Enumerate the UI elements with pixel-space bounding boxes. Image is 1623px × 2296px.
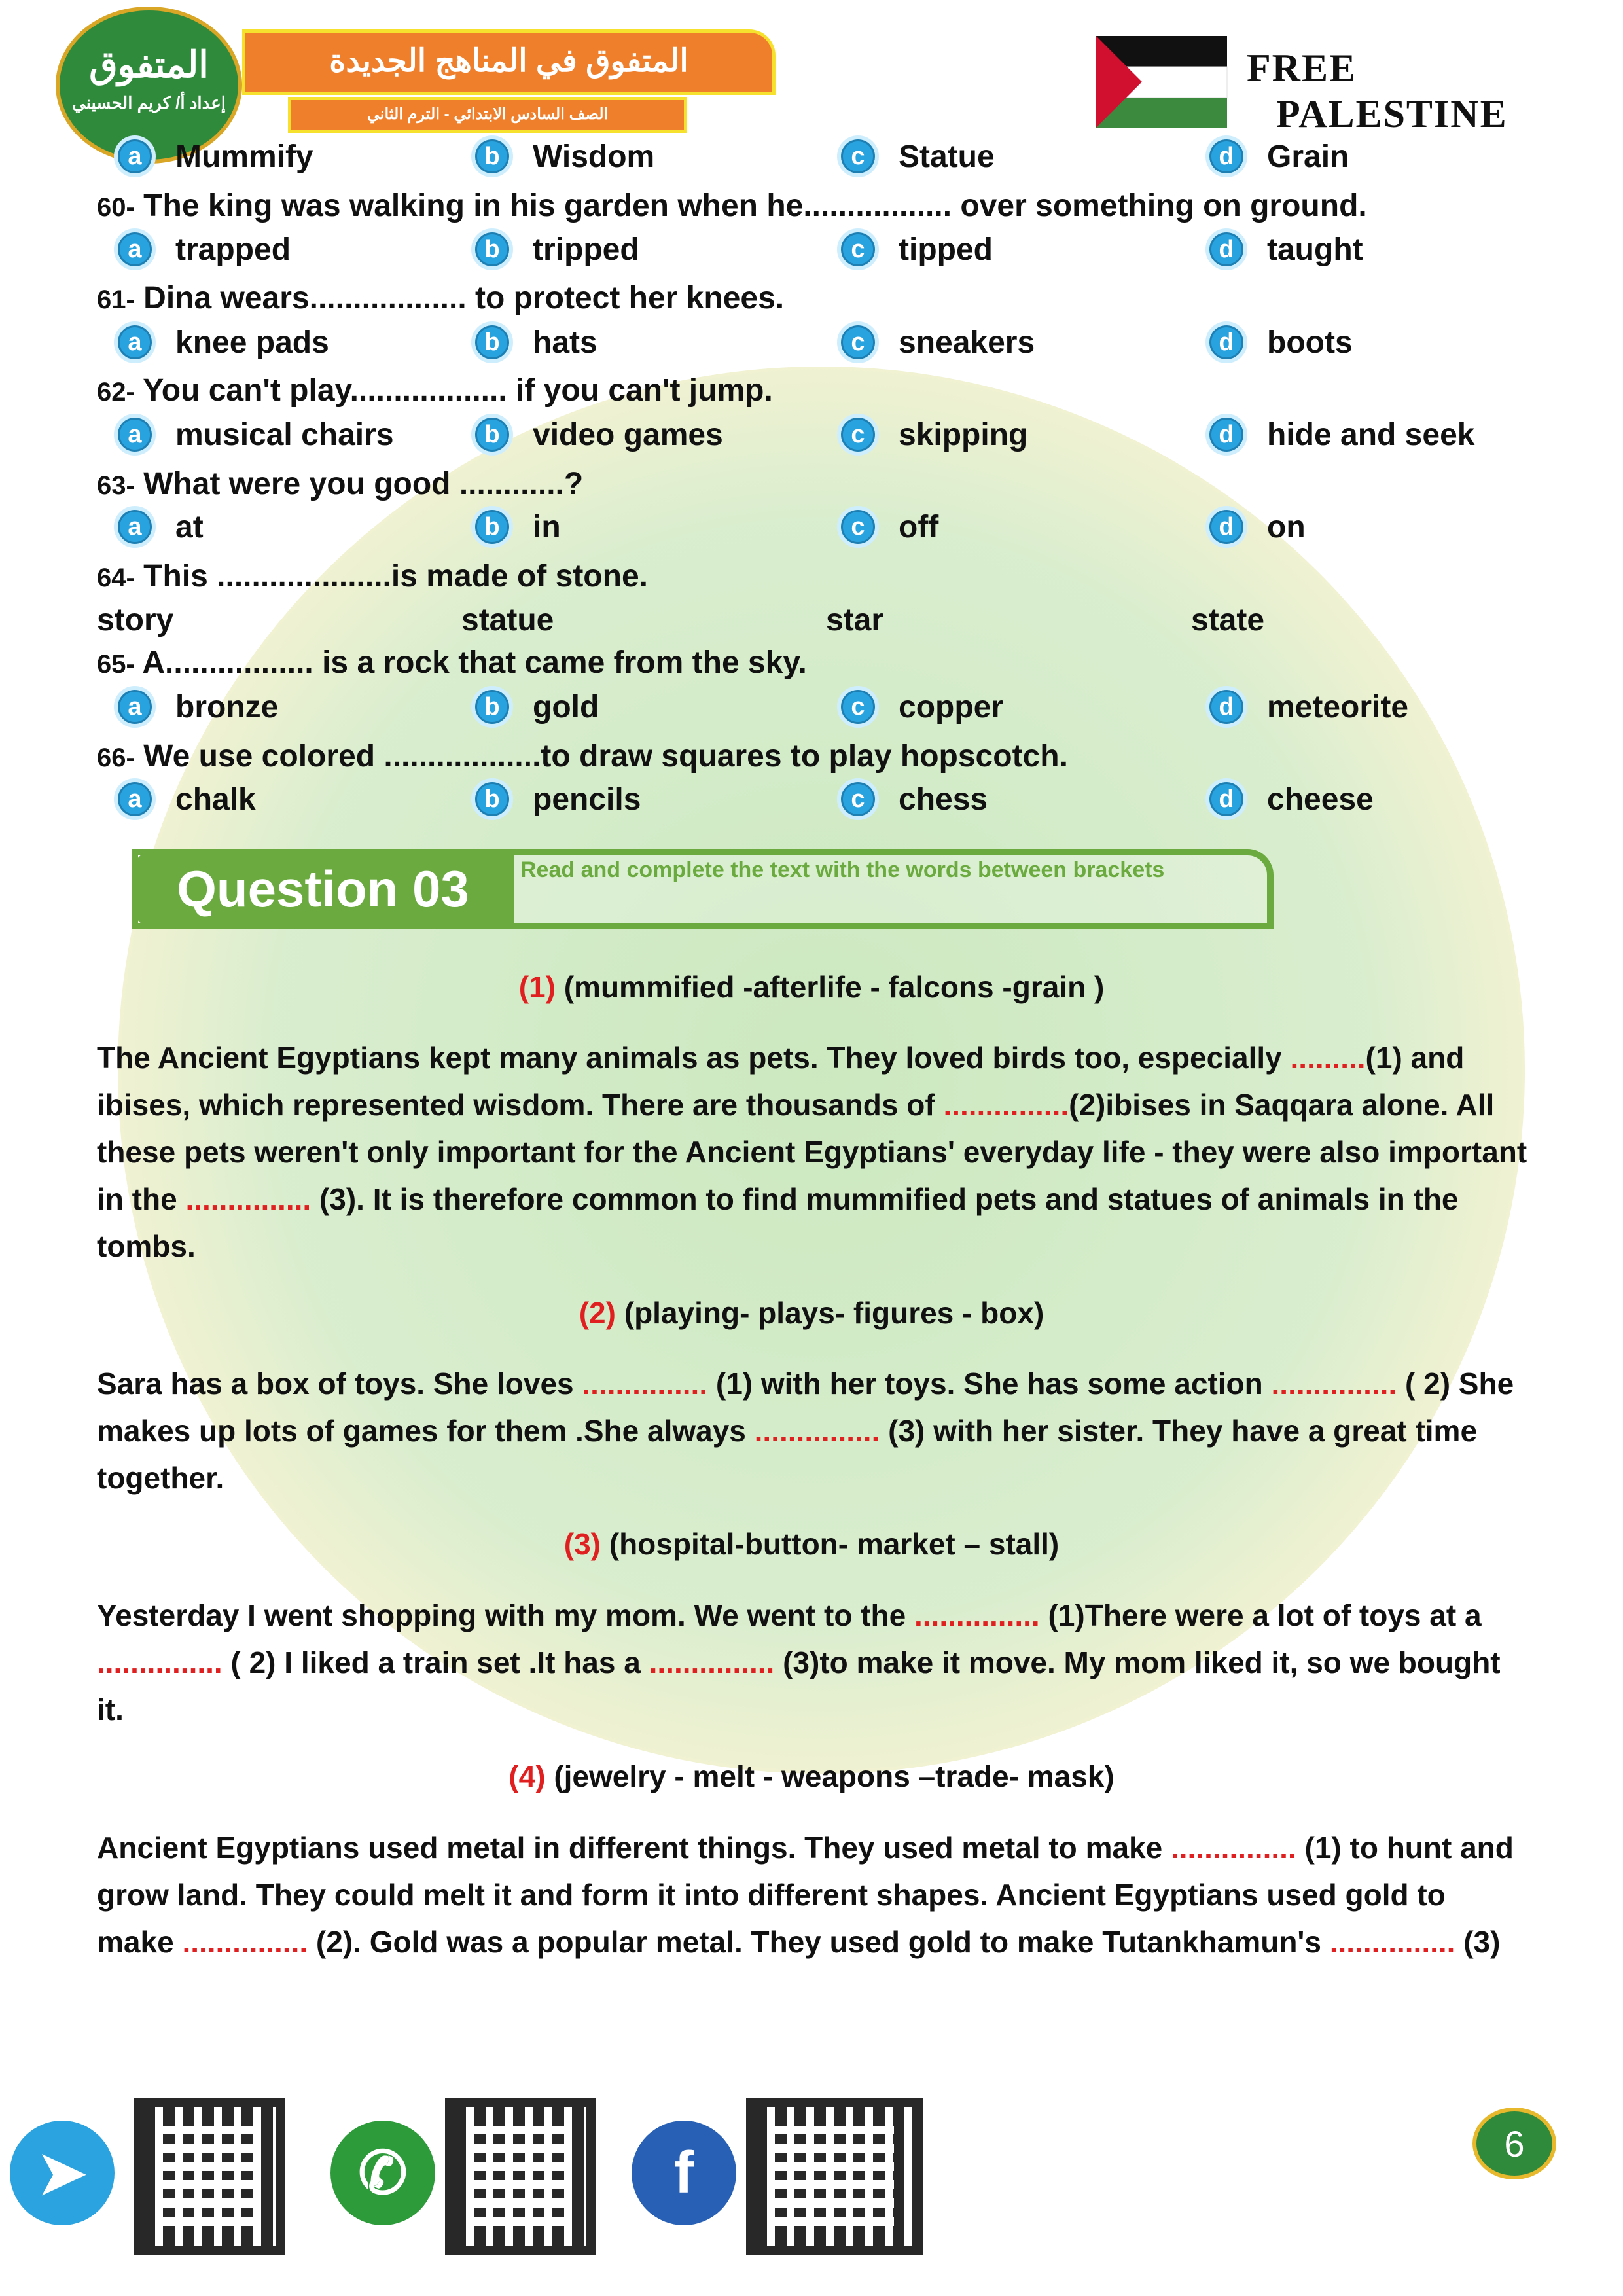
passage-number: (1): [518, 970, 556, 1004]
question-64: [97, 558, 648, 594]
passage-text: [97, 1034, 1530, 1270]
option-d[interactable]: [1205, 135, 1349, 177]
option-d[interactable]: [1205, 778, 1374, 820]
option-c[interactable]: [837, 228, 993, 270]
option-text: meteorite: [1267, 689, 1409, 725]
question-number: 60-: [97, 193, 135, 222]
choice-letter-icon: c: [837, 135, 879, 177]
blank[interactable]: ...............: [182, 1925, 308, 1959]
palestine-flag-icon: [1090, 29, 1234, 134]
option-c[interactable]: [837, 778, 988, 820]
question-number: 66-: [97, 744, 135, 772]
choice-letter-icon: b: [471, 228, 513, 270]
qr-code-whatsapp: [445, 2098, 596, 2255]
option-text: Wisdom: [533, 139, 655, 174]
choice-letter-icon: b: [471, 506, 513, 548]
option-b[interactable]: [471, 686, 599, 728]
option-text: chalk: [175, 781, 256, 817]
choice-letter-icon: a: [114, 135, 156, 177]
question-number: 64-: [97, 564, 135, 592]
choice-letter-icon: a: [114, 321, 156, 363]
passage-segment: (3)to make it move. My mom liked it, so we bought it.: [97, 1645, 1501, 1727]
choice-letter-icon: b: [471, 778, 513, 820]
choice-letter-icon: a: [114, 228, 156, 270]
option-a[interactable]: [114, 135, 313, 177]
blank[interactable]: ...............: [914, 1598, 1040, 1632]
passage-segment: (1) to hunt and grow land. They could melt it and form it into different shapes. Ancient Egyptians used gold to make: [97, 1831, 1514, 1959]
option-text: tipped: [899, 232, 993, 267]
question-text: The king was walking in his garden when he................. over something on ground.: [143, 188, 1367, 223]
option-a[interactable]: [114, 414, 394, 456]
passage-number: (2): [579, 1296, 616, 1330]
option-text: Statue: [899, 139, 995, 174]
option-plain[interactable]: story: [97, 603, 174, 637]
option-text: skipping: [899, 417, 1028, 452]
qr-code-facebook: [746, 2098, 923, 2255]
question-number: 62-: [97, 378, 135, 406]
page-number: 6: [1472, 2108, 1556, 2179]
blank[interactable]: ...............: [649, 1645, 775, 1679]
passage-word-bank: [0, 1759, 1623, 1794]
telegram-icon[interactable]: ➤: [10, 2121, 115, 2225]
logo-author: إعداد أ/ كريم الحسيني: [71, 93, 226, 113]
option-d[interactable]: [1205, 414, 1474, 456]
passage-number: (3): [563, 1527, 601, 1561]
passage-text: [97, 1824, 1530, 1965]
free-text: FREE: [1247, 46, 1357, 90]
passage-segment: (3). It is therefore common to find mummified pets and statues of animals in the tombs.: [97, 1182, 1459, 1263]
choice-letter-icon: d: [1205, 321, 1247, 363]
choice-letter-icon: b: [471, 686, 513, 728]
passage-segment: ( 2) She makes up lots of games for them .She always: [97, 1367, 1514, 1448]
passage-segment: (3) with her sister. They have a great time together.: [97, 1414, 1478, 1495]
option-c[interactable]: [837, 414, 1027, 456]
passage-segment: The Ancient Egyptians kept many animals as pets. They loved birds too, especially: [97, 1041, 1291, 1075]
question-60: [97, 188, 1367, 224]
choice-letter-icon: d: [1205, 228, 1247, 270]
option-text: sneakers: [899, 325, 1035, 360]
question-63: [97, 466, 583, 502]
question-text: This ....................is made of stone.: [143, 559, 648, 594]
option-text: on: [1267, 509, 1306, 545]
passage-text: [97, 1360, 1530, 1501]
option-b[interactable]: [471, 321, 597, 363]
passage-segment: (2). Gold was a popular metal. They used gold to make Tutankhamun's: [308, 1925, 1330, 1959]
word-bank: (playing- plays- figures - box): [624, 1296, 1044, 1330]
option-text: tripped: [533, 232, 639, 267]
logo-text: المتفوق: [89, 44, 209, 85]
choice-letter-icon: c: [837, 414, 879, 456]
blank[interactable]: ...............: [1329, 1925, 1455, 1959]
passage-segment: Yesterday I went shopping with my mom. We went to the: [97, 1598, 914, 1632]
blank[interactable]: ...............: [97, 1645, 223, 1679]
option-b[interactable]: [471, 778, 641, 820]
question-text: A................. is a rock that came from the sky.: [142, 645, 807, 680]
choice-letter-icon: b: [471, 414, 513, 456]
blank[interactable]: ...............: [1171, 1831, 1296, 1865]
passage-segment: Sara has a box of toys. She loves: [97, 1367, 582, 1401]
option-text: Grain: [1267, 139, 1349, 174]
option-b[interactable]: [471, 506, 561, 548]
blank[interactable]: ...............: [582, 1367, 708, 1401]
option-d[interactable]: [1205, 321, 1353, 363]
passage-word-bank: [0, 969, 1623, 1005]
passage-number: (4): [508, 1759, 546, 1793]
option-text: hide and seek: [1267, 417, 1475, 452]
option-plain[interactable]: star: [826, 603, 884, 637]
choice-letter-icon: c: [837, 686, 879, 728]
option-text: chess: [899, 781, 988, 817]
option-text: bronze: [175, 689, 279, 725]
option-text: in: [533, 509, 561, 545]
passage-segment: ( 2) I liked a train set .It has a: [222, 1645, 649, 1679]
option-a[interactable]: [114, 321, 329, 363]
option-d[interactable]: [1205, 686, 1408, 728]
word-bank: (hospital-button- market – stall): [609, 1527, 1060, 1561]
choice-letter-icon: c: [837, 321, 879, 363]
word-bank: (mummified -afterlife - falcons -grain ): [563, 970, 1105, 1004]
option-d[interactable]: [1205, 228, 1363, 270]
facebook-icon[interactable]: f: [632, 2121, 736, 2225]
header-subtitle: الصف السادس الابتدائي - الترم الثاني: [288, 97, 687, 133]
option-text: off: [899, 509, 939, 545]
choice-letter-icon: d: [1205, 506, 1247, 548]
blank[interactable]: ...............: [943, 1088, 1069, 1122]
option-c[interactable]: [837, 506, 938, 548]
question-text: What were you good ............?: [143, 467, 584, 501]
passage-segment: (3): [1455, 1925, 1501, 1959]
question-text: Dina wears.................. to protect her knees.: [143, 281, 785, 315]
passage-text: [97, 1592, 1530, 1733]
choice-letter-icon: a: [114, 414, 156, 456]
passage-segment: (2)ibises in Saqqara alone. All these pets weren't only important for the Ancient Egyptians' everyday life - they were also important in the: [97, 1088, 1527, 1216]
question-text: You can't play.................. if you can't jump.: [143, 373, 773, 408]
option-text: taught: [1267, 232, 1363, 267]
question-label: Question 03: [132, 849, 514, 929]
question-number: 65-: [97, 650, 135, 679]
choice-letter-icon: c: [837, 506, 879, 548]
question-text: We use colored ..................to draw squares to play hopscotch.: [143, 739, 1068, 774]
passage-segment: (1) with her toys. She has some action: [707, 1367, 1272, 1401]
question-instruction: Read and complete the text with the words between brackets: [520, 857, 1165, 882]
option-a[interactable]: [114, 686, 278, 728]
option-text: video games: [533, 417, 723, 452]
option-text: gold: [533, 689, 599, 725]
option-text: boots: [1267, 325, 1353, 360]
word-bank: (jewelry - melt - weapons –trade- mask): [554, 1759, 1115, 1793]
option-c[interactable]: [837, 686, 1003, 728]
option-a[interactable]: [114, 506, 204, 548]
option-a[interactable]: [114, 228, 291, 270]
option-plain[interactable]: statue: [461, 603, 554, 637]
option-c[interactable]: [837, 135, 995, 177]
option-d[interactable]: [1205, 506, 1306, 548]
option-b[interactable]: [471, 414, 723, 456]
passage-word-bank: [0, 1526, 1623, 1562]
passage-word-bank: [0, 1295, 1623, 1331]
blank[interactable]: .........: [1290, 1041, 1366, 1075]
question-number: 63-: [97, 471, 135, 500]
choice-letter-icon: c: [837, 778, 879, 820]
option-text: hats: [533, 325, 597, 360]
blank[interactable]: ...............: [1271, 1367, 1397, 1401]
option-text: copper: [899, 689, 1004, 725]
choice-letter-icon: d: [1205, 135, 1247, 177]
choice-letter-icon: d: [1205, 778, 1247, 820]
palestine-text: PALESTINE: [1276, 92, 1508, 135]
passage-segment: (1) and ibises, which represented wisdom. There are thousands of: [97, 1041, 1465, 1122]
option-a[interactable]: [114, 778, 256, 820]
question-65: [97, 645, 807, 681]
whatsapp-icon[interactable]: ✆: [330, 2121, 435, 2225]
question-66: [97, 738, 1068, 774]
option-plain[interactable]: state: [1191, 603, 1265, 637]
option-b[interactable]: [471, 228, 639, 270]
question-number: 61-: [97, 285, 135, 314]
option-text: cheese: [1267, 781, 1374, 817]
choice-letter-icon: d: [1205, 414, 1247, 456]
option-text: pencils: [533, 781, 641, 817]
question-62: [97, 372, 773, 408]
choice-letter-icon: a: [114, 778, 156, 820]
option-b[interactable]: [471, 135, 654, 177]
option-text: knee pads: [175, 325, 329, 360]
option-c[interactable]: [837, 321, 1035, 363]
choice-letter-icon: c: [837, 228, 879, 270]
blank[interactable]: ...............: [185, 1182, 312, 1216]
choice-letter-icon: a: [114, 506, 156, 548]
option-text: Mummify: [175, 139, 313, 174]
option-text: trapped: [175, 232, 291, 267]
choice-letter-icon: b: [471, 135, 513, 177]
option-text: at: [175, 509, 204, 545]
choice-letter-icon: d: [1205, 686, 1247, 728]
qr-code-telegram: [134, 2098, 285, 2255]
option-text: musical chairs: [175, 417, 394, 452]
question-61: [97, 280, 784, 316]
choice-letter-icon: a: [114, 686, 156, 728]
passage-segment: Ancient Egyptians used metal in different things. They used metal to make: [97, 1831, 1171, 1865]
choice-letter-icon: b: [471, 321, 513, 363]
header-title: المتفوق في المناهج الجديدة: [242, 29, 776, 95]
blank[interactable]: ...............: [754, 1414, 880, 1448]
passage-segment: (1)There were a lot of toys at a: [1039, 1598, 1482, 1632]
